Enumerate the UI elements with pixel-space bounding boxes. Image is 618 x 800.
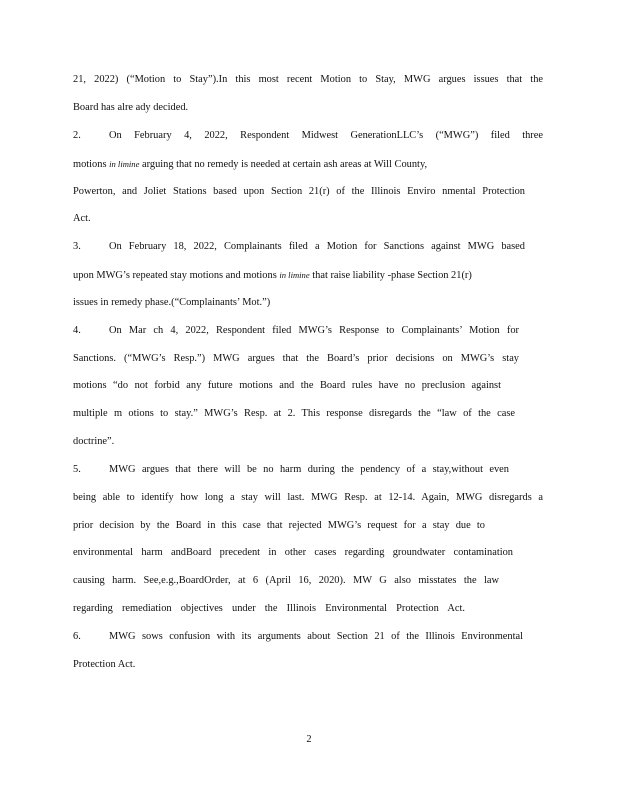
text-line: Sanctions. (“MWG’s Resp.”) MWG argues that the Board’s prior decisions on MWG’s stay <box>73 353 519 364</box>
text-line: Act. <box>73 213 91 224</box>
text-line: prior decision by the Board in this case that rejected MWG’s request for a stay due to <box>73 520 485 531</box>
text-line: being able to identify how long a stay will last. MWG Resp. at 12-14. Again, MWG disregards a <box>73 492 543 503</box>
paragraph-2-line: 2. On February 4, 2022, Respondent Midwest GenerationLLC’s (“MWG”) filed three <box>73 130 543 141</box>
text-line: multiple m otions to stay.” MWG’s Resp. at 2. This response disregards the “law of the case <box>73 408 515 419</box>
paragraph-6-line: 6. MWG sows confusion with its arguments about Section 21 of the Illinois Environmental <box>73 631 523 642</box>
text-line: Board has alre ady decided. <box>73 102 189 113</box>
paragraph-number: 5. <box>73 464 81 475</box>
text-line: causing harm. See,e.g.,BoardOrder, at 6 (April 16, 2020). MW G also misstates the law <box>73 575 499 586</box>
paragraph-5-line: 5. MWG argues that there will be no harm during the pendency of a stay,without even <box>73 464 509 475</box>
text-line: motions “do not forbid any future motions and the Board rules have no preclusion against <box>73 380 501 391</box>
paragraph-number: 2. <box>73 130 81 141</box>
paragraph-number: 3. <box>73 241 81 252</box>
text-line: issues in remedy phase.(“Complainants’ Mot.”) <box>73 297 271 308</box>
page-number: 2 <box>306 734 312 745</box>
italic-term: in limine <box>109 159 140 169</box>
text-line: motions in limine arguing that no remedy is needed at certain ash areas at Will County, <box>73 159 428 170</box>
text-line: Protection Act. <box>73 659 136 670</box>
paragraph-3-line: 3. On February 18, 2022, Complainants filed a Motion for Sanctions against MWG based <box>73 241 525 252</box>
paragraph-number: 6. <box>73 631 81 642</box>
text-line: regarding remediation objectives under the Illinois Environmental Protection Act. <box>73 603 465 614</box>
text-line: 21, 2022) (“Motion to Stay”).In this most recent Motion to Stay, MWG argues issues that the <box>73 74 543 85</box>
italic-term: in limine <box>279 270 310 280</box>
text-line: environmental harm andBoard precedent in other cases regarding groundwater contamination <box>73 547 513 558</box>
text-line: Powerton, and Joliet Stations based upon Section 21(r) of the Illinois Enviro nmental Protection <box>73 186 525 197</box>
paragraph-4-line: 4. On Mar ch 4, 2022, Respondent filed MWG’s Response to Complainants’ Motion for <box>73 325 519 336</box>
text-line: upon MWG’s repeated stay motions and motions in limine that raise liability -phase Section 21(r) <box>73 270 472 281</box>
text-line: doctrine”. <box>73 436 115 447</box>
paragraph-number: 4. <box>73 325 81 336</box>
